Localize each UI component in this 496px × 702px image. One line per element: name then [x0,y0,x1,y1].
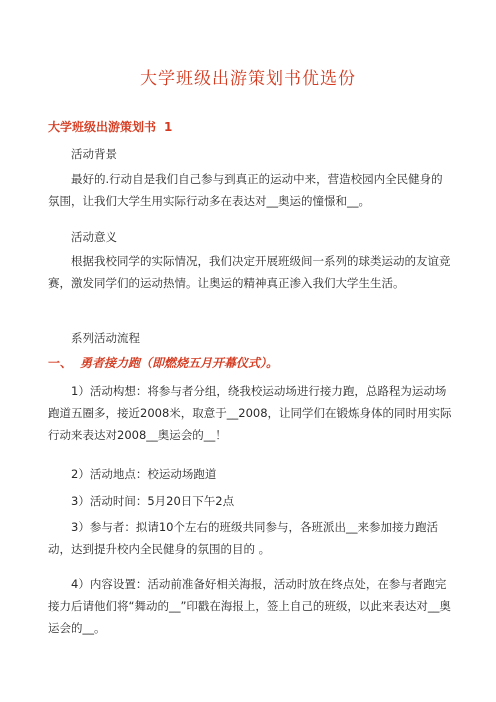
section-1-number: 一、 [48,356,73,370]
background-label: 活动背景 [71,147,117,161]
sub-heading-number: 1 [164,120,173,134]
background-paragraph: 最好的.行动自是我们自己参与到真正的运动中来，营造校园内全民健身的氛围，让我们大学生用实际行动多在表达对__奥运的憧憬和__。 [48,172,443,208]
section-1-title: 勇者接力跑（即燃烧五月开幕仪式）。 [80,356,279,370]
item-concept: 1）活动构想：将参与者分组，绕我校运动场进行接力跑，总路程为运动场跑道五圈多，接近2008米，取意于__2008，让同学们在锻炼身体的同时用实际行动来表达对2008__奥运会的__！ [48,384,452,442]
flow-label: 系列活动流程 [71,331,140,345]
item-location: 2）活动地点：校运动场跑道 [71,467,217,481]
item-time: 3）活动时间：5月20日下午2点 [71,494,235,508]
document-title: 大学班级出游策划书优选份 [140,69,356,89]
meaning-paragraph: 根据我校同学的实际情况，我们决定开展班级间一系列的球类运动的友谊竞赛，激发同学们的运动热情。让奥运的精神真正渗入我们大学生生活。 [48,254,451,290]
sub-heading [48,118,172,135]
meaning-label: 活动意义 [71,230,117,244]
sub-heading-text: 大学班级出游策划书 [48,120,157,134]
section-1-heading [48,354,278,371]
item-participants: 3）参与者：拟请10个左右的班级共同参与，各班派出__来参加接力跑活动，达到提升校内全民健身的氛围的目的 。 [48,520,438,556]
item-content: 4）内容设置：活动前准备好相关海报，活动时放在终点处，在参与者跑完接力后请他们将“舞动的__”印戳在海报上，签上自己的班级，以此来表达对__奥运会的__。 [48,577,451,635]
